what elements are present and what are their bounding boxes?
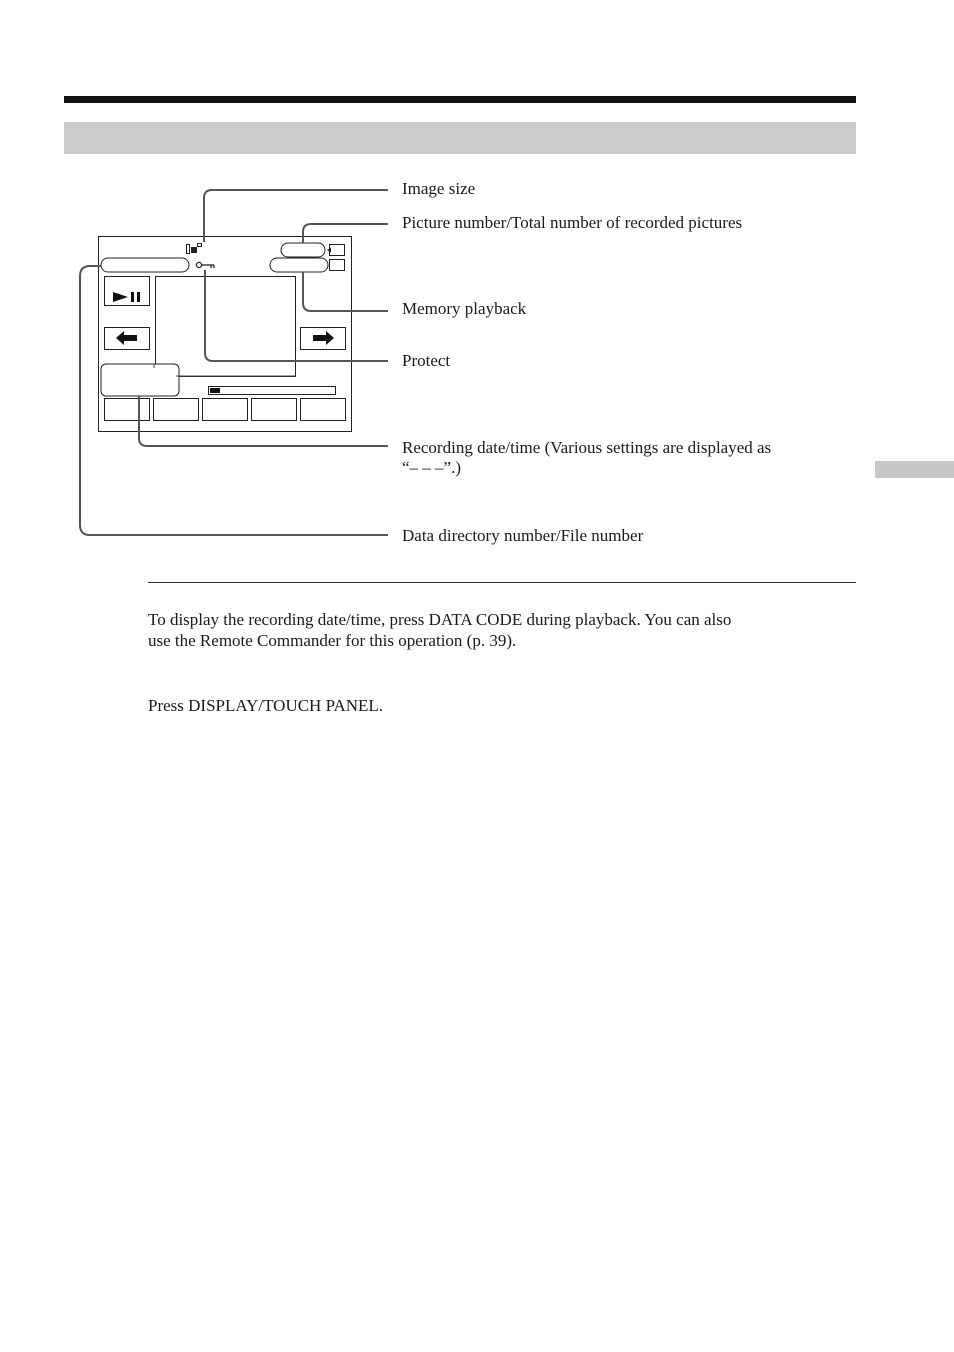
next-button[interactable] <box>301 328 346 350</box>
bottom-button-2[interactable] <box>154 399 199 421</box>
leader-memory-playback <box>303 272 388 311</box>
bottom-button-4[interactable] <box>252 399 297 421</box>
key-icon <box>196 262 214 268</box>
callout-recording-datetime-cont: “– – –”.) <box>402 458 462 477</box>
body-paragraph-1-line-1: To display the recording date/time, press DATA CODE during playback. You can also <box>148 610 732 629</box>
body-paragraph-2: Press DISPLAY/TOUCH PANEL. <box>148 696 384 715</box>
memory-playback-box <box>330 260 345 271</box>
picture-number-field <box>281 243 325 257</box>
image-size-icon <box>187 244 202 254</box>
data-directory-field <box>101 258 189 272</box>
bottom-button-1[interactable] <box>105 399 150 421</box>
leader-image-size <box>204 190 388 242</box>
leader-picture-number <box>303 224 388 243</box>
callout-image-size: Image size <box>402 179 476 198</box>
prev-button[interactable] <box>105 328 150 350</box>
bottom-button-5[interactable] <box>301 399 346 421</box>
callout-data-directory: Data directory number/File number <box>402 526 644 545</box>
memory-playback-field <box>270 258 328 272</box>
section-rule <box>148 582 856 583</box>
callout-picture-number: Picture number/Total number of recorded pictures <box>402 213 743 232</box>
callout-protect: Protect <box>402 351 451 370</box>
play-pause-button[interactable] <box>105 277 150 306</box>
body-paragraph-1-line-2: use the Remote Commander for this operation (p. 39). <box>148 631 517 650</box>
callout-memory-playback: Memory playback <box>402 299 527 318</box>
bottom-button-3[interactable] <box>203 399 248 421</box>
memory-indicator-box <box>330 245 345 256</box>
callout-recording-datetime: Recording date/time (Various settings are displayed as <box>402 438 772 457</box>
recording-datetime-field <box>101 364 179 396</box>
progress-bar <box>209 387 336 395</box>
